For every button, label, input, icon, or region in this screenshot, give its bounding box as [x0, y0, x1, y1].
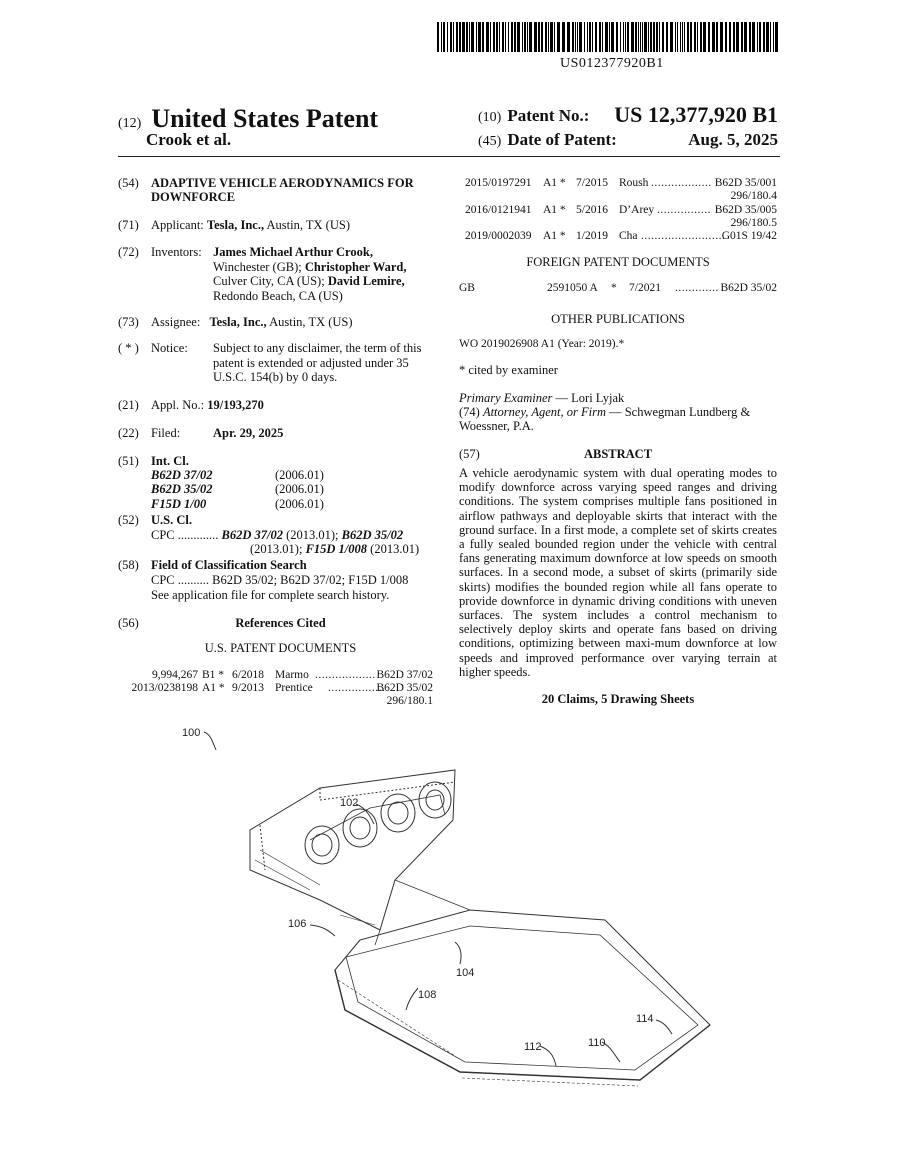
barcode-bar	[653, 22, 655, 52]
fan-3-hub	[388, 802, 408, 824]
label-110: 110	[588, 1037, 606, 1049]
barcode-bar	[476, 22, 477, 52]
ref-class-2: 296/180.5	[730, 217, 777, 229]
notice-text	[213, 341, 443, 385]
us-cl-cpc-line-2	[250, 542, 419, 557]
barcode-bar	[575, 22, 576, 52]
barcode-number: US012377920B1	[560, 56, 664, 71]
patent-drawing	[170, 720, 740, 1130]
inventor-2-name: Christopher Ward,	[304, 259, 407, 274]
barcode	[437, 22, 779, 52]
cpc-class-2-version: (2013.01);	[250, 542, 303, 556]
patent-number-label: Patent No.:	[507, 106, 590, 125]
attorney-name-1: — Schwegman Lundberg &	[609, 405, 751, 419]
barcode-bar	[694, 22, 696, 52]
code-10: (10)	[478, 110, 502, 125]
barcode-bar	[562, 22, 565, 52]
barcode-bar	[524, 22, 526, 52]
code-12: (12)	[118, 116, 142, 131]
left-column	[0, 0, 450, 720]
barcode-bar	[697, 22, 698, 52]
ref-class-2: 296/180.4	[730, 190, 777, 202]
patent-date: Aug. 5, 2025	[688, 130, 778, 149]
barcode-bar	[752, 22, 755, 52]
barcode-bar	[459, 22, 461, 52]
patent-type-title: United States Patent	[151, 104, 379, 133]
barcode-bar	[635, 22, 637, 52]
int-cl-2: B62D 35/02	[151, 482, 213, 496]
barcode-bar	[741, 22, 743, 52]
inventors-label: Inventors:	[151, 245, 202, 259]
barcode-bar	[644, 22, 647, 52]
inventors	[213, 245, 443, 303]
cited-by-examiner: * cited by examiner	[459, 363, 558, 377]
cpc-label: CPC	[151, 528, 175, 542]
barcode-bar	[517, 22, 520, 52]
barcode-bar	[453, 22, 454, 52]
us-cl-label: U.S. Cl.	[151, 513, 192, 527]
inventor-3-name: David Lemire,	[327, 274, 405, 288]
barcode-bar	[680, 22, 681, 52]
authors: Crook et al.	[146, 130, 232, 149]
attorney-name-2: Woessner, P.A.	[459, 419, 534, 433]
cpc-class-3: F15D 1/008	[305, 542, 368, 556]
cpc-dots: .............	[177, 528, 219, 542]
barcode-bar	[486, 22, 489, 52]
attorney-label: Attorney, Agent, or Firm	[482, 405, 606, 419]
notice-line-3: U.S.C. 154(b) by 0 days.	[213, 370, 338, 384]
leader-114	[656, 1020, 672, 1034]
barcode-bar	[511, 22, 513, 52]
ref-number: 2019/0002039	[465, 230, 532, 242]
us-cl-cpc-line-1	[151, 528, 403, 543]
barcode-bar	[623, 22, 624, 52]
applicant-name: Tesla, Inc.,	[206, 218, 265, 232]
barcode-bar	[725, 22, 727, 52]
cpc-class-1: B62D 37/02	[221, 528, 283, 542]
barcode-bar	[703, 22, 706, 52]
skirt-edge	[335, 970, 710, 1080]
code-21: (21)	[118, 398, 139, 412]
ref-dots: ..................	[651, 177, 712, 189]
code-58: (58)	[118, 558, 139, 572]
barcode-bar	[589, 22, 591, 52]
label-102: 102	[340, 797, 359, 809]
barcode-bar	[496, 22, 498, 52]
assignee-location: Austin, TX (US)	[269, 315, 353, 329]
notice-label: Notice:	[151, 341, 188, 355]
barcode-bar	[650, 22, 652, 52]
barcode-bar	[627, 22, 629, 52]
barcode-bar	[514, 22, 516, 52]
code-51: (51)	[118, 454, 139, 468]
fan-3	[381, 794, 415, 832]
label-104: 104	[456, 967, 475, 979]
field-search-see: See application file for complete search history.	[151, 588, 390, 602]
label-106: 106	[288, 918, 307, 930]
ref-kind: A1 *	[202, 682, 225, 694]
barcode-bar	[625, 22, 626, 52]
ref-kind: A1 *	[543, 230, 566, 242]
ref-date: 1/2019	[576, 230, 608, 242]
ref-date: 9/2013	[232, 682, 264, 694]
barcode-bar	[729, 22, 731, 52]
barcode-bar	[684, 22, 685, 52]
claims-summary: 20 Claims, 5 Drawing Sheets	[541, 692, 695, 706]
foreign-date: 7/2021	[629, 282, 661, 294]
barcode-bar	[659, 22, 660, 52]
barcode-bar	[584, 22, 585, 52]
ref-name: Roush	[619, 177, 649, 189]
leader-108	[406, 988, 418, 1010]
ref-kind: A1 *	[543, 204, 566, 216]
label-108: 108	[418, 989, 437, 1001]
barcode-bar	[744, 22, 747, 52]
barcode-bar	[640, 22, 641, 52]
int-cl-1: B62D 37/02	[151, 468, 213, 482]
barcode-bar	[708, 22, 710, 52]
code-notice: ( * )	[118, 341, 139, 355]
ref-class: B62D 35/001	[714, 177, 777, 189]
filed-value: Apr. 29, 2025	[213, 426, 284, 440]
other-publication: WO 2019026908 A1 (Year: 2019).*	[459, 338, 625, 350]
applicant-label: Applicant:	[151, 218, 204, 232]
other-publications-label: OTHER PUBLICATIONS	[551, 312, 685, 326]
barcode-bar	[505, 22, 506, 52]
code-72: (72)	[118, 245, 139, 259]
fan-2	[343, 809, 377, 847]
barcode-bar	[572, 22, 574, 52]
assignee	[151, 315, 353, 330]
barcode-bar	[490, 22, 491, 52]
inventor-1-name: James Michael Arthur Crook,	[213, 245, 373, 259]
ref-kind: A1 *	[543, 177, 566, 189]
ref-number: 2013/0238198	[131, 682, 198, 694]
ref-class-2: 296/180.1	[386, 695, 433, 707]
barcode-bar	[662, 22, 664, 52]
barcode-bar	[502, 22, 504, 52]
field-search-label: Field of Classification Search	[151, 558, 307, 572]
fan-4	[419, 782, 451, 818]
barcode-bar	[677, 22, 678, 52]
barcode-bar	[720, 22, 723, 52]
attorney	[459, 405, 750, 420]
int-cl-label: Int. Cl.	[151, 454, 189, 468]
barcode-bar	[466, 22, 468, 52]
examiner-label: Primary Examiner	[459, 391, 553, 405]
foreign-docs-label: FOREIGN PATENT DOCUMENTS	[526, 255, 710, 269]
foreign-dots: .............	[675, 282, 719, 294]
cpc-class-2: B62D 35/02	[341, 528, 404, 542]
barcode-bar	[763, 22, 765, 52]
leader-106	[310, 925, 335, 936]
underbody-plate	[335, 910, 710, 1080]
barcode-bar	[682, 22, 683, 52]
barcode-bar	[478, 22, 481, 52]
leader-112	[540, 1046, 556, 1066]
barcode-bar	[759, 22, 761, 52]
barcode-bar	[609, 22, 610, 52]
barcode-bar	[775, 22, 778, 52]
leader-104	[455, 942, 461, 964]
applicant-location: Austin, TX (US)	[266, 218, 350, 232]
ref-dots: ..................	[315, 669, 376, 681]
barcode-bar	[548, 22, 549, 52]
barcode-bar	[499, 22, 500, 52]
vehicle-rear-body	[250, 770, 455, 930]
barcode-bar	[527, 22, 528, 52]
barcode-bar	[554, 22, 555, 52]
barcode-bar	[712, 22, 715, 52]
foreign-star: *	[611, 282, 617, 294]
notice-line-2: patent is extended or adjusted under 35	[213, 355, 409, 370]
barcode-bar	[557, 22, 560, 52]
abstract-text: A vehicle aerodynamic system with dual operating modes to modify downforce across varying speed ranges and driving conditions. The system comprises multiple fans positioned in airflow pathways and deployable skirts that interact with the ground surface. In a first mode, a complete set of skirts creates a fully sealed bounded region under the vehicle with central fans generating maximum downforce at low speeds on smooth surfaces. In a second mode, a subset of skirts (primarily side skirts) modifies the bounded region while all fans operate to provide downforce in dynamic driving conditions with uneven surfaces. The system includes a control mechanism to selectively deploy skirts and operate fans based on driving conditions, optimizing between maxi-mum downforce at low speeds and improved performance over varying terrain at higher speeds.	[459, 466, 777, 679]
barcode-bar	[690, 22, 692, 52]
barcode-bar	[482, 22, 484, 52]
assignee-name: Tesla, Inc.,	[209, 315, 267, 329]
barcode-bar	[656, 22, 658, 52]
barcode-bar	[631, 22, 634, 52]
ref-name: Marmo	[275, 669, 309, 681]
foreign-country: GB	[459, 282, 475, 294]
foreign-class: B62D 35/02	[720, 282, 777, 294]
barcode-bar	[592, 22, 593, 52]
patent-number: US 12,377,920 B1	[614, 102, 778, 127]
barcode-bar	[773, 22, 774, 52]
fan-1	[305, 826, 339, 864]
barcode-bar	[675, 22, 676, 52]
barcode-bar	[567, 22, 570, 52]
barcode-bar	[620, 22, 621, 52]
barcode-bar	[766, 22, 769, 52]
ref-class: G01S 19/42	[721, 230, 777, 242]
ref-class: B62D 35/005	[714, 204, 777, 216]
barcode-bar	[579, 22, 582, 52]
ref-number: 9,994,267	[152, 669, 198, 681]
date-label: Date of Patent:	[507, 130, 617, 149]
barcode-bar	[529, 22, 532, 52]
ref-number: 2016/0121941	[465, 204, 532, 216]
barcode-bar	[550, 22, 553, 52]
barcode-bar	[605, 22, 608, 52]
code-73: (73)	[118, 315, 139, 329]
barcode-bar	[757, 22, 758, 52]
attorney-code: (74)	[459, 405, 480, 419]
barcode-bar	[456, 22, 458, 52]
barcode-bar	[462, 22, 465, 52]
barcode-bar	[716, 22, 718, 52]
cpc-class-1-version: (2013.01);	[286, 528, 339, 542]
leader-100	[204, 732, 216, 750]
int-cl-3: F15D 1/00	[151, 497, 207, 511]
ref-name: Cha	[619, 230, 638, 242]
invention-title-1: ADAPTIVE VEHICLE AERODYNAMICS FOR	[151, 176, 414, 190]
barcode-bar	[670, 22, 673, 52]
barcode-bar	[469, 22, 470, 52]
barcode-bar	[666, 22, 668, 52]
barcode-bar	[687, 22, 689, 52]
field-search-cpc: CPC .......... B62D 35/02; B62D 37/02; F15D 1/008	[151, 573, 409, 587]
assignee-label: Assignee:	[151, 315, 201, 329]
barcode-bar	[638, 22, 639, 52]
barcode-bar	[733, 22, 735, 52]
ref-date: 5/2016	[576, 204, 608, 216]
date-line	[478, 130, 778, 150]
ref-name: D’Arey	[619, 204, 655, 216]
invention-title-2: DOWNFORCE	[151, 190, 236, 204]
fan-2-hub	[350, 817, 370, 839]
barcode-bar	[749, 22, 751, 52]
applicant	[151, 218, 350, 233]
barcode-bar	[599, 22, 601, 52]
patent-number-line	[478, 102, 778, 127]
ref-number: 2015/0197291	[465, 177, 532, 189]
barcode-bar	[587, 22, 588, 52]
barcode-bar	[602, 22, 603, 52]
code-45: (45)	[478, 134, 502, 149]
barcode-bar	[545, 22, 547, 52]
int-cl-2-version: (2006.01)	[275, 482, 324, 496]
barcode-bar	[648, 22, 649, 52]
barcode-bar	[450, 22, 452, 52]
barcode-bar	[616, 22, 618, 52]
appl-no-label: Appl. No.:	[151, 398, 205, 412]
primary-examiner	[459, 391, 624, 406]
barcode-bar	[508, 22, 509, 52]
appl-no-value: 19/193,270	[207, 398, 264, 412]
fan-1-hub	[312, 834, 332, 856]
ref-class: B62D 35/02	[376, 682, 433, 694]
barcode-bar	[611, 22, 614, 52]
barcode-bar	[471, 22, 474, 52]
ref-date: 6/2018	[232, 669, 264, 681]
filed-label: Filed:	[151, 426, 181, 440]
code-52: (52)	[118, 513, 139, 527]
ref-dots: .................	[328, 682, 386, 694]
label-100: 100	[182, 727, 201, 739]
barcode-bar	[770, 22, 771, 52]
code-54: (54)	[118, 176, 139, 190]
barcode-bar	[736, 22, 739, 52]
foreign-number: 2591050 A	[547, 282, 598, 294]
ref-dots: ................	[657, 204, 711, 216]
label-114: 114	[636, 1013, 654, 1025]
abstract-label: ABSTRACT	[583, 447, 653, 461]
barcode-bar	[577, 22, 578, 52]
references-cited-label: References Cited	[235, 616, 326, 630]
code-56: (56)	[118, 616, 139, 630]
ref-name: Prentice	[275, 682, 313, 694]
ref-kind: B1 *	[202, 669, 225, 681]
barcode-bar	[534, 22, 537, 52]
barcode-bar	[642, 22, 643, 52]
code-71: (71)	[118, 218, 139, 232]
barcode-bar	[538, 22, 540, 52]
barcode-bar	[700, 22, 702, 52]
us-patent-documents-label: U.S. PATENT DOCUMENTS	[204, 641, 357, 655]
examiner-name: — Lori Lyjak	[555, 391, 625, 405]
inventor-3-location: Redondo Beach, CA (US)	[213, 288, 343, 303]
ref-dots: .........................	[641, 230, 726, 242]
cpc-class-3-version: (2013.01)	[370, 542, 420, 556]
barcode-bar	[541, 22, 543, 52]
barcode-bar	[522, 22, 523, 52]
barcode-bar	[493, 22, 495, 52]
code-57: (57)	[459, 447, 480, 461]
int-cl-1-version: (2006.01)	[275, 468, 324, 482]
application-number	[151, 398, 264, 413]
inventor-2-location: Culver City, CA (US);	[213, 274, 325, 288]
code-22: (22)	[118, 426, 139, 440]
ref-class: B62D 37/02	[376, 669, 433, 681]
int-cl-3-version: (2006.01)	[275, 497, 324, 511]
barcode-bar	[595, 22, 597, 52]
notice-line-1: Subject to any disclaimer, the term of this	[213, 341, 422, 355]
label-112: 112	[524, 1041, 542, 1053]
inventor-1-location: Winchester (GB);	[213, 259, 302, 274]
ref-date: 7/2015	[576, 177, 608, 189]
